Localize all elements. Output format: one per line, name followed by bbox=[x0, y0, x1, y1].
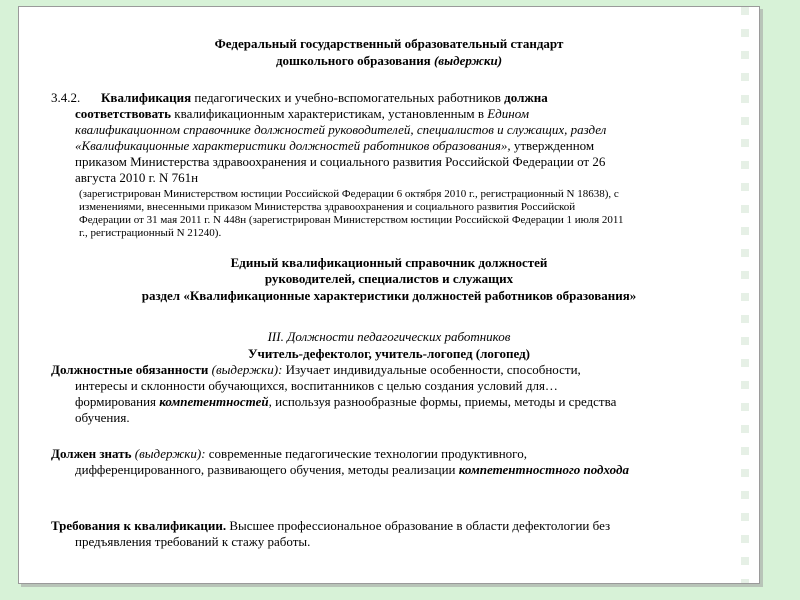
duties-line1-text: Изучает индивидуальные особенности, способности, bbox=[285, 362, 581, 377]
requirements-line1-text: Высшее профессиональное образование в области дефектологии без bbox=[229, 518, 611, 533]
term-qualification: Квалификация bbox=[101, 90, 192, 105]
duties-line3-a: формирования bbox=[75, 394, 157, 409]
paragraph-line6: августа 2010 г. N 761н bbox=[75, 170, 199, 185]
handbook-title-line2: руководителей, специалистов и служащих bbox=[264, 271, 514, 286]
duties-line2: интересы и склонности обучающихся, воспитанников с целью создания условий для… bbox=[75, 378, 558, 393]
paragraph-line1 bbox=[101, 90, 548, 105]
handbook-title-line1: Единый квалификационный справочник должностей bbox=[230, 255, 548, 270]
duties-line3-emphasis: компетентностей bbox=[159, 394, 269, 409]
knowledge-line2-text: дифференцированного, развивающего обучения, методы реализации bbox=[75, 462, 456, 477]
standard-title-line1: Федеральный государственный образовательный стандарт bbox=[214, 36, 564, 51]
paragraph-line2 bbox=[75, 106, 529, 121]
duties-line4: обучения. bbox=[75, 410, 130, 425]
position-title: Учитель-дефектолог, учитель-логопед (логопед) bbox=[247, 346, 530, 361]
paragraph-number: 3.4.2. bbox=[51, 90, 81, 105]
registration-note-line2: изменениями, внесенными приказом Министерства здравоохранения и социального развития Российской bbox=[79, 201, 576, 213]
knowledge-note: (выдержки): bbox=[134, 446, 206, 461]
knowledge-label: Должен знать bbox=[51, 446, 132, 461]
paragraph-line2-italic: Едином bbox=[487, 106, 530, 121]
paragraph-line4 bbox=[75, 138, 594, 153]
knowledge-line1-text: современные педагогические технологии продуктивного, bbox=[208, 446, 527, 461]
requirements-line1 bbox=[51, 518, 610, 533]
term-must: должна bbox=[504, 90, 548, 105]
paragraph-line5: приказом Министерства здравоохранения и социального развития Российской Федерации от 26 bbox=[75, 154, 606, 169]
standard-title-main: дошкольного образования bbox=[275, 53, 431, 68]
paragraph-line2-text: квалификационным характеристикам, установленным в bbox=[174, 106, 484, 121]
duties-note: (выдержки): bbox=[211, 362, 283, 377]
handbook-title-line3: раздел «Квалификационные характеристики должностей работников образования» bbox=[141, 288, 637, 303]
requirements-line2: предъявления требований к стажу работы. bbox=[75, 534, 311, 549]
registration-note-line3: Федерации от 31 мая 2011 г. N 448н (зарегистрирован Министерством юстиции Российской Федерации 1 июля 2011 bbox=[79, 214, 624, 226]
section-title: III. Должности педагогических работников bbox=[267, 329, 511, 344]
paragraph-line3: квалификационном справочнике должностей руководителей, специалистов и служащих, раздел bbox=[75, 122, 607, 137]
paragraph-line1-text: педагогических и учебно-вспомогательных работников bbox=[194, 90, 501, 105]
requirements-label: Требования к квалификации. bbox=[51, 518, 227, 533]
term-correspond: соответствовать bbox=[75, 106, 172, 121]
paragraph-line4-italic: «Квалификационные характеристики должностей работников образования», bbox=[75, 138, 511, 153]
knowledge-line1 bbox=[51, 446, 527, 461]
standard-title-line2 bbox=[19, 53, 759, 68]
duties-line3-c: , используя разнообразные формы, приемы, методы и средства bbox=[268, 394, 617, 409]
registration-note-line1: (зарегистрирован Министерством юстиции Российской Федерации 6 октября 2010 г., регистрационный N 18638), с bbox=[79, 188, 619, 200]
duties-label: Должностные обязанности bbox=[51, 362, 209, 377]
standard-title-note: (выдержки) bbox=[433, 53, 503, 68]
document-slide bbox=[18, 6, 760, 584]
paragraph-line4-text: утвержденном bbox=[513, 138, 595, 153]
duties-line3 bbox=[75, 394, 616, 409]
knowledge-line2-emphasis: компетентностного подхода bbox=[458, 462, 629, 477]
registration-note-line4: г., регистрационный N 21240). bbox=[79, 227, 222, 239]
knowledge-line2 bbox=[75, 462, 629, 477]
duties-line1 bbox=[51, 362, 581, 377]
